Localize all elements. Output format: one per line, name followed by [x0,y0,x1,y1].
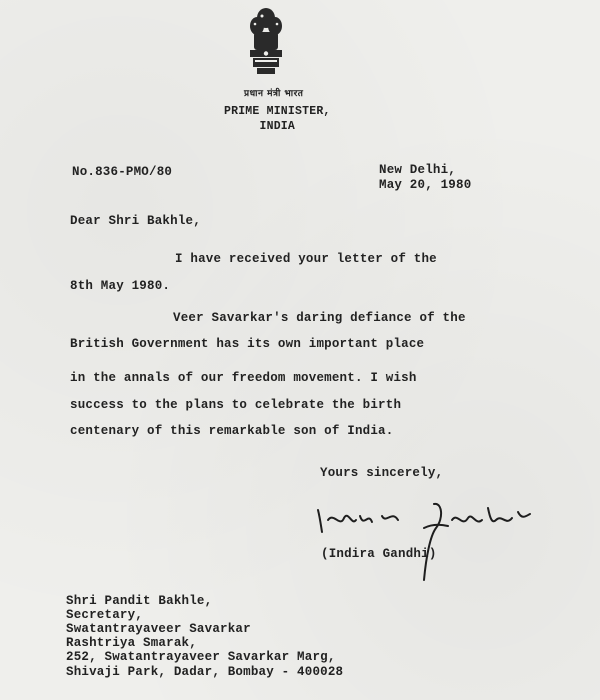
date: May 20, 1980 [379,178,472,192]
reference-number: No.836-PMO/80 [72,165,173,179]
country-name: INDIA [259,120,296,133]
handwritten-signature [312,498,534,584]
state-emblem-icon [245,2,287,80]
place-date [379,163,471,193]
address-line: Shri Pandit Bakhle, [66,594,213,608]
office-title [224,104,331,134]
city: New Delhi, [379,163,457,177]
body-line: centenary of this remarkable son of India. [70,424,394,438]
address-line: Shivaji Park, Dadar, Bombay - 400028 [66,665,344,679]
body-line: British Government has its own important place [70,337,425,351]
hindi-letterhead-line: प्रधान मंत्री भारत [244,89,304,99]
office-name: PRIME MINISTER, [224,105,331,118]
body-line: I have received your letter of the [175,252,437,266]
closing: Yours sincerely, [320,466,444,480]
body-line: Veer Savarkar's daring defiance of the [173,311,466,325]
signatory-name: (Indira Gandhi) [321,547,437,561]
address-line: 252, Swatantrayaveer Savarkar Marg, [66,650,336,664]
body-line: in the annals of our freedom movement. I wish [70,371,417,385]
address-line: Rashtriya Smarak, [66,636,197,650]
body-line: success to the plans to celebrate the birth [70,398,402,412]
body-line: 8th May 1980. [70,279,171,293]
address-line: Swatantrayaveer Savarkar [66,622,251,636]
address-line: Secretary, [66,608,144,622]
salutation: Dear Shri Bakhle, [70,214,201,228]
